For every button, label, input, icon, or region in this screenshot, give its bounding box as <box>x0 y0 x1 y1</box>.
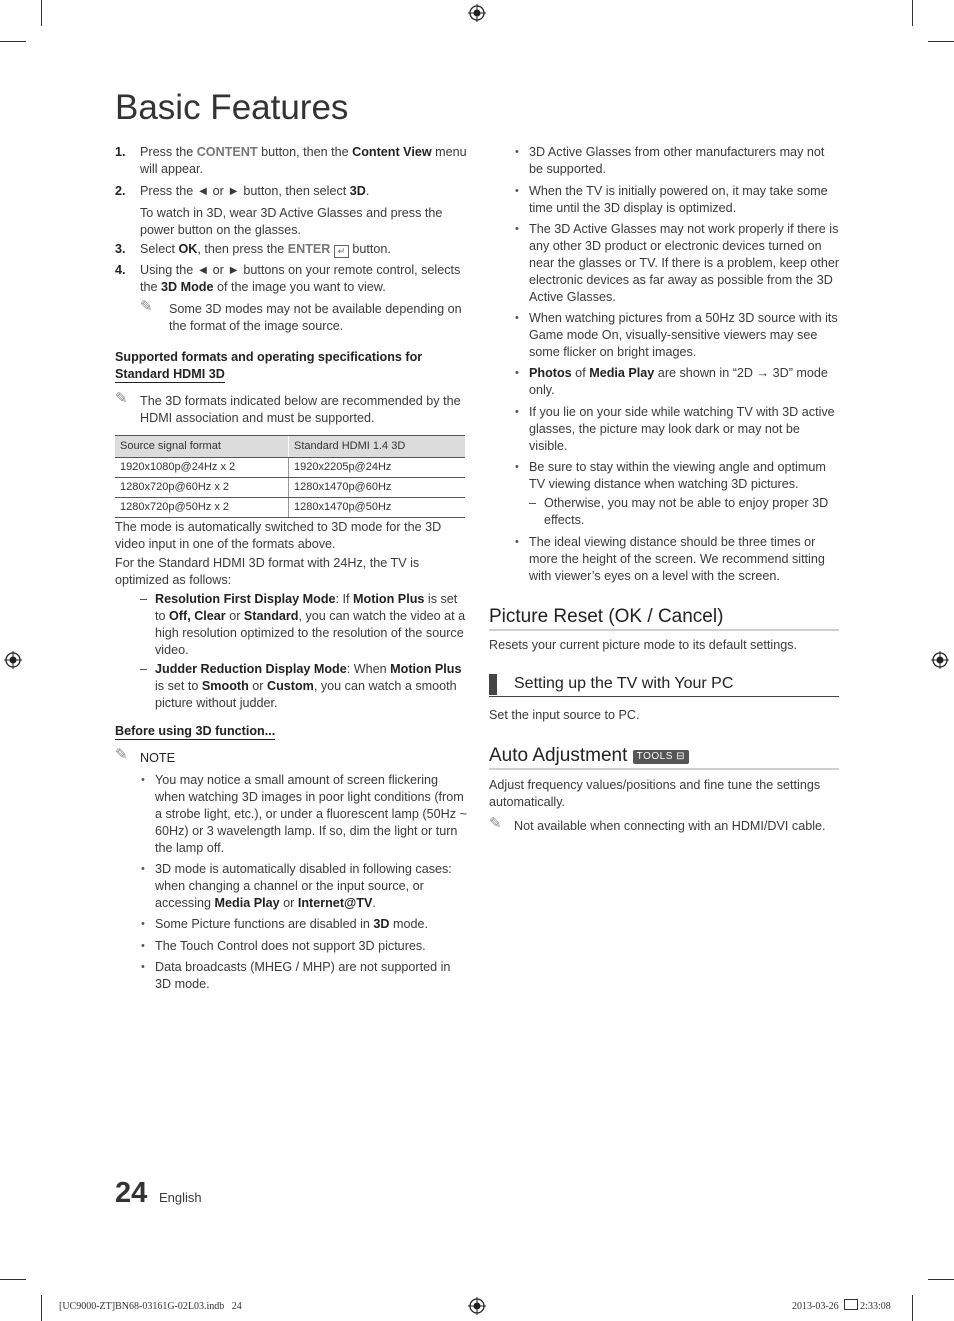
tools-icon: ⊟ <box>676 751 686 762</box>
picture-reset-text: Resets your current picture mode to its default settings. <box>489 638 797 652</box>
auto-adjustment-text: Adjust frequency values/positions and fine tune the settings automatically. <box>489 778 821 809</box>
step-number: 3. <box>115 242 126 256</box>
registration-mark-icon <box>468 1297 486 1315</box>
table-header: Source signal format <box>115 436 289 458</box>
supported-formats-heading: Supported formats and operating specifications for Standard HDMI 3D <box>115 350 423 381</box>
auto-adjustment-note: Not available when connecting with an HDMI/DVI cable. <box>514 819 826 833</box>
divider <box>489 696 839 697</box>
print-timestamp: 2013-03-26 2:33:08 <box>792 1301 891 1312</box>
page-title: Basic Features <box>115 88 349 127</box>
crop-mark <box>41 0 42 26</box>
page-number: 24 <box>115 1177 148 1209</box>
page-language: English <box>159 1190 202 1205</box>
section-marker <box>489 674 497 695</box>
auto-adjustment-heading: Auto Adjustment TOOLS ⊟ <box>489 745 689 767</box>
divider <box>489 629 839 631</box>
note-pencil-icon: ✎ <box>489 815 502 832</box>
pc-heading: Setting up the TV with Your PC <box>514 675 734 692</box>
step-2-subtext: To watch in 3D, wear 3D Active Glasses and press the power button on the glasses. <box>140 206 443 237</box>
table-row: 1280x720p@50Hz x 2 1280x1470p@50Hz <box>115 498 465 518</box>
format-table <box>115 435 465 518</box>
table-header: Standard HDMI 1.4 3D <box>289 436 466 458</box>
hdmi-note: The 3D formats indicated below are recommended by the HDMI association and must be supported. <box>140 394 461 425</box>
registration-mark-icon <box>931 651 949 669</box>
table-header-row <box>115 436 465 458</box>
pc-text: Set the input source to PC. <box>489 708 640 722</box>
table-row: 1280x720p@60Hz x 2 1280x1470p@60Hz <box>115 478 465 498</box>
registration-mark-icon <box>468 4 486 22</box>
before-using-heading: Before using 3D function... <box>115 724 276 738</box>
crop-mark <box>912 0 913 26</box>
note-label: NOTE <box>140 751 175 765</box>
crop-mark <box>912 1295 913 1321</box>
table-row: 1920x1080p@24Hz x 2 1920x2205p@24Hz <box>115 458 465 478</box>
crop-mark <box>928 41 954 42</box>
crop-mark <box>0 1279 26 1280</box>
paragraph: For the Standard HDMI 3D format with 24Hz, the TV is optimized as follows: <box>115 556 420 587</box>
step-text: Press the ◄ or ► button, then select 3D. <box>140 184 370 198</box>
clock-icon <box>844 1299 858 1310</box>
picture-reset-heading: Picture Reset (OK / Cancel) <box>489 606 724 627</box>
note-pencil-icon: ✎ <box>115 390 128 407</box>
registration-mark-icon <box>4 651 22 669</box>
note-pencil-icon: ✎ <box>140 298 153 315</box>
tools-badge: TOOLS ⊟ <box>633 750 689 764</box>
step-number: 1. <box>115 145 126 159</box>
step-number: 4. <box>115 263 126 277</box>
step-text: Select OK, then press the ENTER ↵ button. <box>140 242 391 256</box>
note-pencil-icon: ✎ <box>115 746 128 763</box>
crop-mark <box>928 1279 954 1280</box>
enter-icon: ↵ <box>334 245 349 258</box>
crop-mark <box>41 1295 42 1321</box>
crop-mark <box>0 41 26 42</box>
paragraph: The mode is automatically switched to 3D mode for the 3D video input in one of the formats above. <box>115 520 442 551</box>
step-text: Press the CONTENT button, then the Content View menu will appear. <box>140 145 467 176</box>
divider <box>489 768 839 770</box>
step-text: Using the ◄ or ► buttons on your remote control, selects the 3D Mode of the image you want to view. <box>140 263 461 294</box>
step-number: 2. <box>115 184 126 198</box>
print-file-info: [UC9000-ZT]BN68-03161G-02L03.indb 24 <box>59 1301 242 1312</box>
step-note: Some 3D modes may not be available depending on the format of the image source. <box>169 302 462 333</box>
